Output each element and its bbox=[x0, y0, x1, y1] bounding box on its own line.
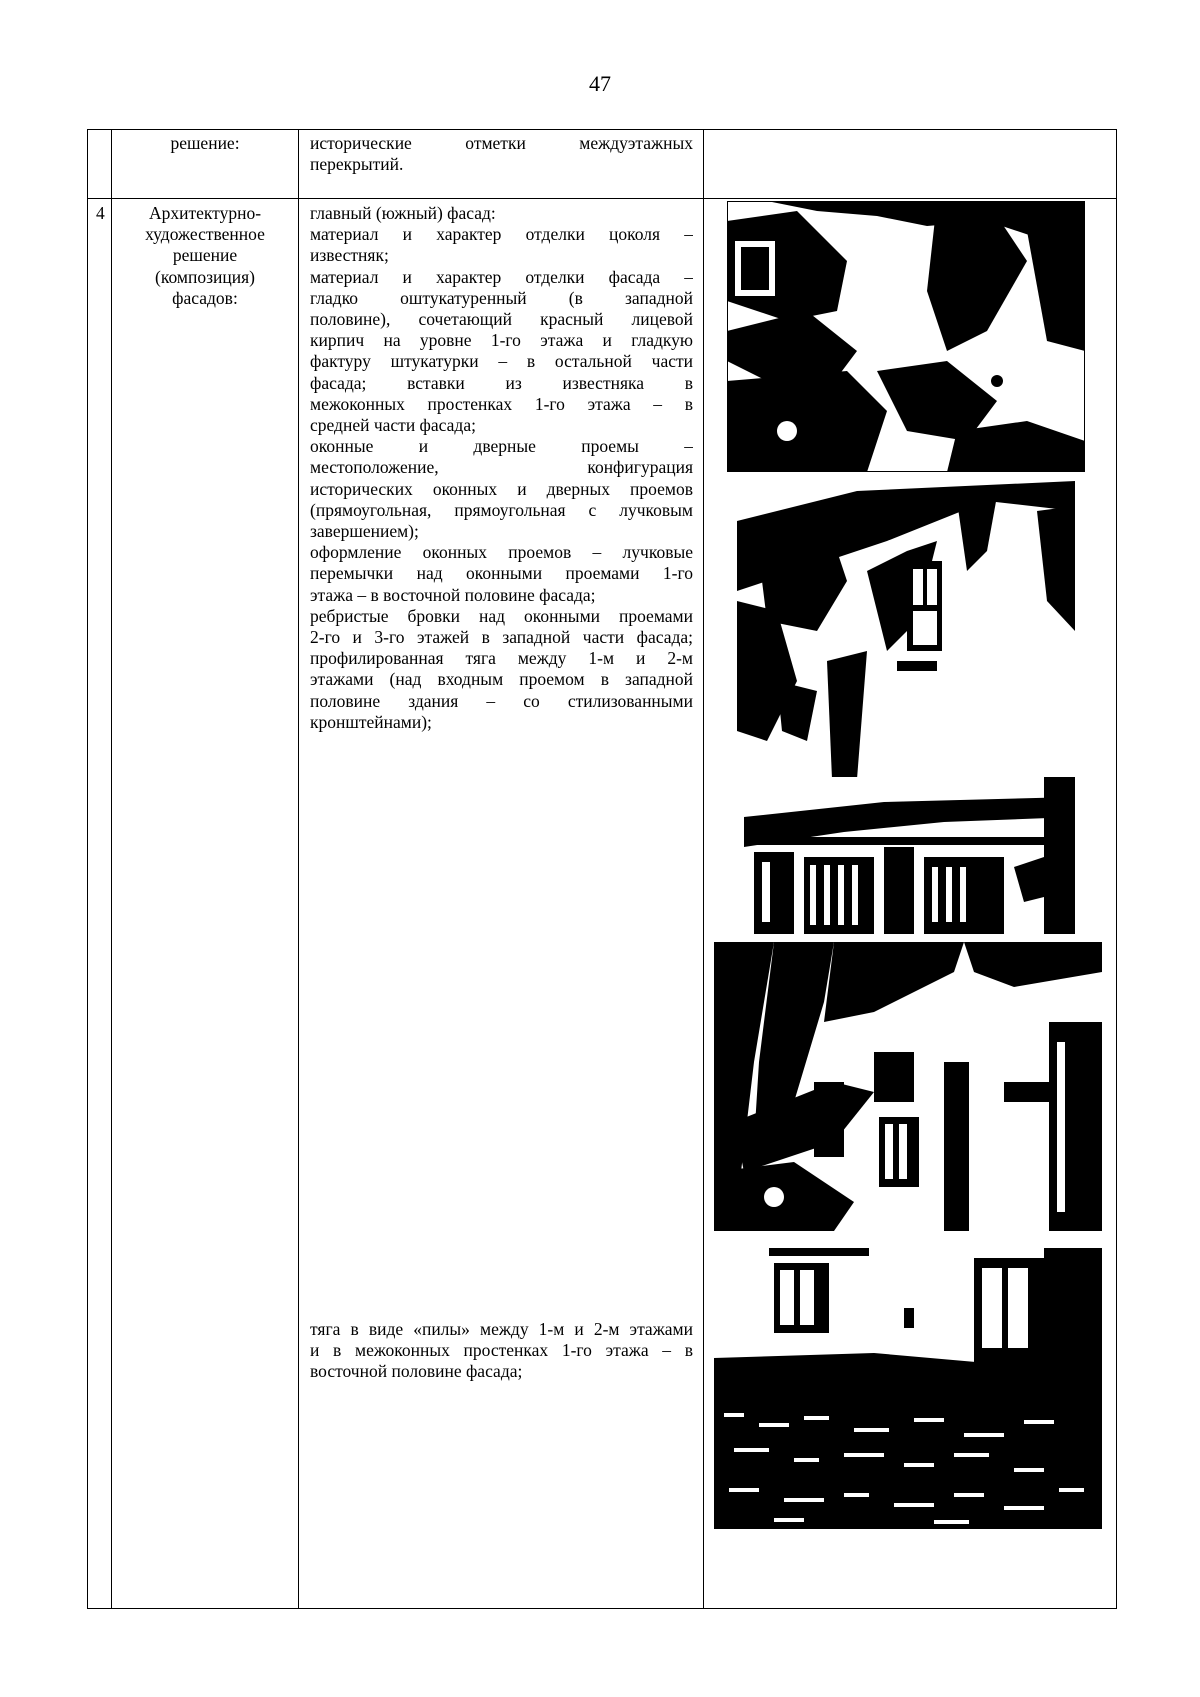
description-line: оформление оконных проемов – лучковые bbox=[310, 542, 693, 563]
description-line: исторические отметки междуэтажных bbox=[310, 133, 693, 153]
description-line: фасада; вставки из известняка в bbox=[310, 372, 693, 393]
description-line: профилированная тяга между 1-м и 2-м bbox=[310, 648, 693, 669]
facade-photo-5 bbox=[714, 1248, 1102, 1529]
description-line: материал и характер отделки цоколя – bbox=[310, 224, 693, 245]
description-line: этажами (над входным проемом в западной bbox=[310, 669, 693, 690]
row-divider bbox=[87, 198, 1117, 199]
description-line: ребристые бровки над оконными проемами bbox=[310, 605, 693, 626]
table-right-border bbox=[1116, 129, 1117, 1609]
description-line: восточной половине фасада; bbox=[310, 1361, 523, 1382]
description-line: половине), сочетающий красный лицевой bbox=[310, 309, 693, 330]
description-line: половине здания – со стилизованными bbox=[310, 690, 693, 711]
column-divider-index bbox=[111, 129, 112, 1609]
facade-photo-3 bbox=[744, 777, 1075, 934]
row-prev-description bbox=[310, 133, 693, 175]
row-prev-label: решение: bbox=[170, 133, 240, 153]
description-line: главный (южный) фасад: bbox=[310, 203, 496, 223]
description-line: этажа – в восточной половине фасада; bbox=[310, 584, 596, 605]
description-line: оконные и дверные проемы – bbox=[310, 436, 693, 457]
description-line: тяга в виде «пилы» между 1-м и 2-м этажами bbox=[310, 1319, 693, 1339]
description-line: межоконных простенках 1-го этажа – в bbox=[310, 393, 693, 414]
row-4-label bbox=[112, 203, 298, 309]
description-line: гладко оштукатуренный (в западной bbox=[310, 287, 693, 308]
table-left-border bbox=[87, 129, 88, 1609]
description-line: завершением); bbox=[310, 521, 419, 542]
description-line: местоположение, конфигурация bbox=[310, 457, 693, 478]
facade-photo-2 bbox=[737, 481, 1075, 779]
row-4-description-continued bbox=[310, 1319, 693, 1383]
facade-photo-1 bbox=[727, 201, 1085, 472]
description-line: и в межоконных простенках 1-го этажа – в bbox=[310, 1340, 693, 1361]
label-line: Архитектурно- bbox=[148, 203, 262, 223]
facade-photo-4 bbox=[714, 942, 1102, 1231]
description-line: кирпич на уровне 1-го этажа и гладкую bbox=[310, 330, 693, 351]
row-4-description bbox=[310, 203, 693, 733]
label-line: решение bbox=[172, 245, 238, 266]
description-line: фактуру штукатурки – в остальной части bbox=[310, 351, 693, 372]
column-divider-label bbox=[298, 129, 299, 1609]
description-line: исторических оконных и дверных проемов bbox=[310, 478, 693, 499]
description-line: кронштейнами); bbox=[310, 711, 432, 732]
label-line: (композиция) bbox=[155, 266, 255, 287]
column-divider-description bbox=[703, 129, 704, 1609]
row-index: 4 bbox=[96, 203, 105, 223]
description-line: перемычки над оконными проемами 1-го bbox=[310, 563, 693, 584]
description-line: перекрытий. bbox=[310, 154, 404, 175]
table-bottom-border bbox=[87, 1608, 1117, 1609]
description-line: средней части фасада; bbox=[310, 415, 476, 436]
label-line: фасадов: bbox=[172, 287, 238, 308]
description-line: известняк; bbox=[310, 245, 389, 266]
description-line: материал и характер отделки фасада – bbox=[310, 266, 693, 287]
description-line: 2-го и 3-го этажей в западной части фасада; bbox=[310, 627, 693, 648]
table-top-border bbox=[87, 129, 1117, 130]
page-number: 47 bbox=[589, 71, 611, 96]
label-line: художественное bbox=[145, 224, 265, 245]
description-line: (прямоугольная, прямоугольная с лучковым bbox=[310, 499, 693, 520]
